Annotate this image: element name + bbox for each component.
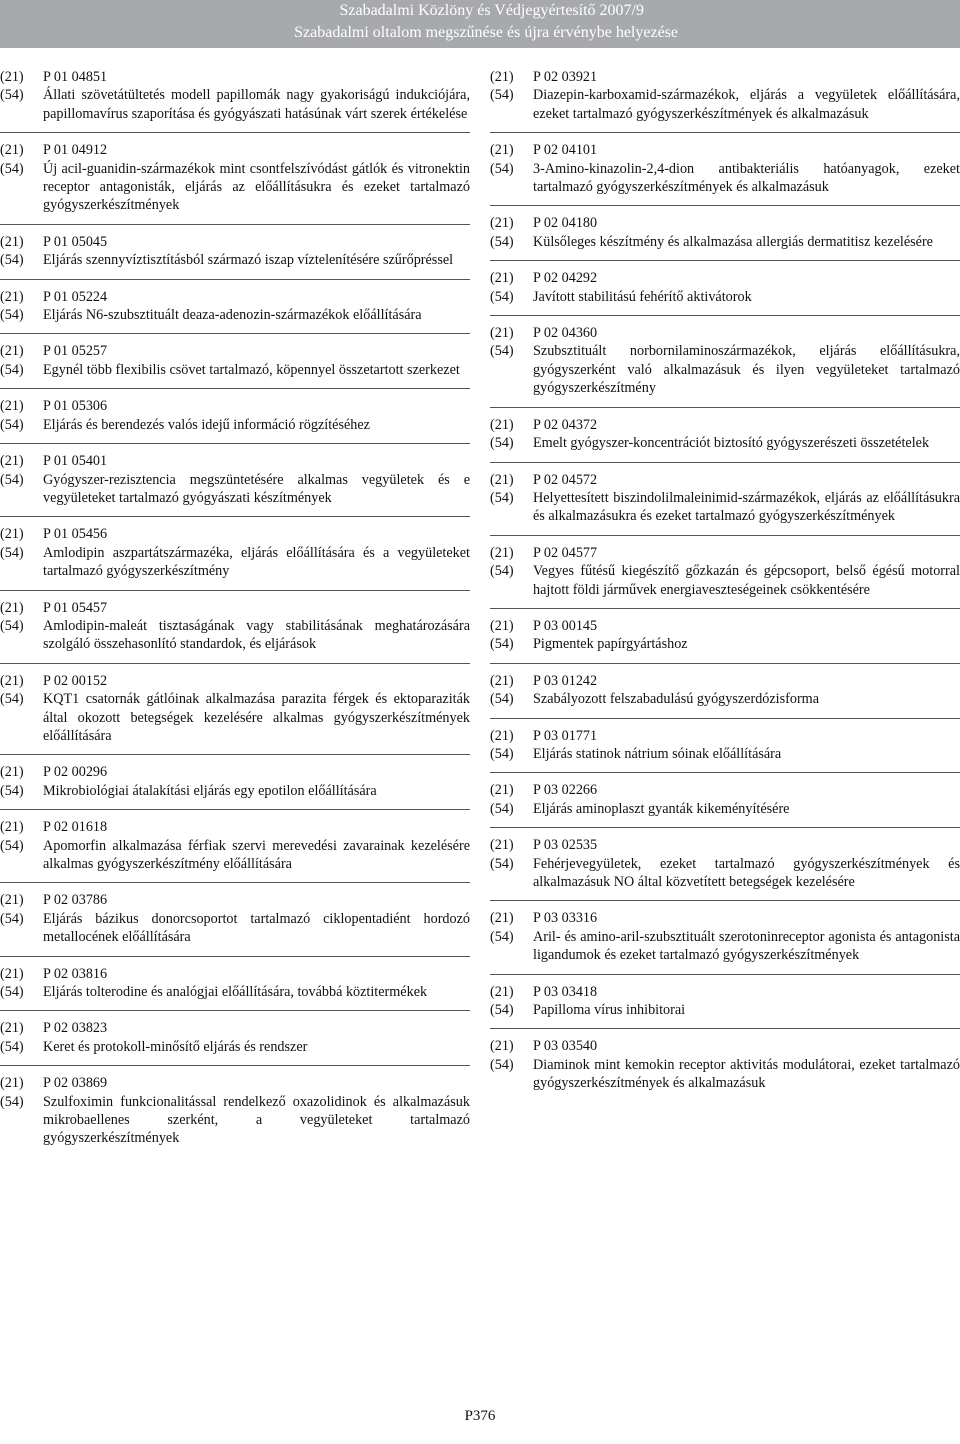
patent-title: Amlodipin aszpartátszármazéka, eljárás előállítására és a vegyületeket tartalmazó gyógyszerkészítmény <box>43 544 470 580</box>
patent-entry <box>490 214 960 251</box>
code-21-label: (21) <box>0 343 24 360</box>
code-21-label: (21) <box>0 288 24 305</box>
application-number: P 02 04577 <box>533 544 598 561</box>
code-54-label: (54) <box>490 1002 514 1019</box>
entry-number-row <box>490 68 960 86</box>
patent-entry <box>0 599 470 654</box>
patent-title: Új acil-guanidin-származékok mint csontfelszívódást gátlók és vitronektin receptor antagonisták, eljárás az előállításukra és ezeket tartalmazó gyógyszerkészítmények <box>43 160 470 214</box>
application-number: P 01 04912 <box>43 142 108 159</box>
entry-title-row <box>0 361 470 379</box>
entry-number-row <box>0 397 470 415</box>
patent-entry <box>490 781 960 818</box>
patent-entry <box>490 909 960 964</box>
entry-title-row <box>490 635 960 653</box>
application-number: P 01 05224 <box>43 288 108 305</box>
patent-entry <box>490 983 960 1020</box>
code-21-label: (21) <box>490 215 514 232</box>
application-number: P 03 03418 <box>533 983 598 1000</box>
patent-title: Mikrobiológiai átalakítási eljárás egy epotilon előállítására <box>43 782 377 799</box>
entry-number-row <box>490 269 960 287</box>
patent-title: Javított stabilitású fehérítő aktivátorok <box>533 288 752 305</box>
application-number: P 03 03540 <box>533 1038 598 1055</box>
entry-title-row <box>490 745 960 763</box>
entry-title-row <box>0 910 470 947</box>
entry-title-row <box>0 251 470 269</box>
entry-title-row <box>0 837 470 874</box>
patent-title: Apomorfin alkalmazása férfiak szervi merevedési zavarainak kezelésére alkalmas gyógyszerkészítmény előállítására <box>43 837 470 872</box>
code-54-label: (54) <box>0 87 24 104</box>
entry-title-row <box>490 928 960 965</box>
code-54-label: (54) <box>0 782 24 799</box>
patent-title: Állati szövetátültetés modell papillomák nagy gyakoriságú indukciójára, papillomavírus szaporítása és gyógyászati hatásúnak várt szerek értékelése <box>43 87 470 122</box>
entry-title-row <box>490 434 960 452</box>
application-number: P 01 05257 <box>43 343 108 360</box>
patent-entry <box>0 342 470 379</box>
code-54-label: (54) <box>490 636 514 653</box>
code-54-label: (54) <box>0 691 24 708</box>
patent-entry <box>0 525 470 580</box>
code-21-label: (21) <box>490 142 514 159</box>
application-number: P 03 01242 <box>533 672 598 689</box>
patent-entry <box>0 1019 470 1056</box>
application-number: P 01 04851 <box>43 69 108 85</box>
code-21-label: (21) <box>490 910 514 927</box>
code-21-label: (21) <box>490 325 514 342</box>
patent-title: Diaminok mint kemokin receptor aktivitás modulátorai, ezeket tartalmazó gyógyszerkészítmények és alkalmazásuk <box>533 1056 960 1092</box>
left-column <box>0 68 470 1148</box>
code-54-label: (54) <box>490 691 514 708</box>
patent-entry <box>0 397 470 434</box>
entry-separator <box>490 132 960 133</box>
code-54-label: (54) <box>490 489 514 506</box>
entry-title-row <box>0 690 470 745</box>
entry-separator <box>490 462 960 463</box>
code-21-label: (21) <box>490 727 514 744</box>
code-21-label: (21) <box>490 782 514 799</box>
code-54-label: (54) <box>490 87 514 104</box>
code-54-label: (54) <box>0 307 24 324</box>
code-54-label: (54) <box>0 984 24 1001</box>
code-54-label: (54) <box>0 1038 24 1055</box>
application-number: P 02 03823 <box>43 1020 108 1037</box>
application-number: P 02 04572 <box>533 471 598 488</box>
code-21-label: (21) <box>490 1038 514 1055</box>
code-54-label: (54) <box>0 471 24 488</box>
page-header <box>0 0 960 48</box>
entry-separator <box>490 608 960 609</box>
patent-title: Külsőleges készítmény és alkalmazása allergiás dermatitisz kezelésére <box>533 233 933 250</box>
patent-title: Gyógyszer-rezisztencia megszüntetésére alkalmas vegyületek és e vegyületeket tartalmazó gyógyászati készítmények <box>43 471 470 506</box>
code-21-label: (21) <box>490 672 514 689</box>
patent-title: Szulfoximin funkcionalitással rendelkező oxazolidinok és alkalmazásuk mikrobaellenes szerként, a vegyületeket tartalmazó gyógyszerkészítmények <box>43 1093 470 1147</box>
entry-separator <box>0 279 470 280</box>
entry-separator <box>490 827 960 828</box>
patent-entry <box>0 1074 470 1148</box>
entry-title-row <box>0 544 470 581</box>
entry-separator <box>490 772 960 773</box>
application-number: P 03 00145 <box>533 617 598 634</box>
application-number: P 02 01618 <box>43 819 108 836</box>
entry-separator <box>490 663 960 664</box>
entry-separator <box>0 516 470 517</box>
entry-title-row <box>0 86 470 123</box>
patent-entry <box>490 727 960 764</box>
code-21-label: (21) <box>0 892 24 909</box>
application-number: P 02 03786 <box>43 892 108 909</box>
entry-number-row <box>0 68 470 86</box>
code-21-label: (21) <box>0 233 24 250</box>
page-number: P376 <box>464 1408 496 1424</box>
patent-title: 3-Amino-kinazolin-2,4-dion antibakteriális hatóanyagok, ezeket tartalmazó gyógyszerkészítmények és alkalmazásuk <box>533 160 960 196</box>
entry-title-row <box>490 489 960 526</box>
entry-separator <box>0 333 470 334</box>
application-number: P 03 02535 <box>533 837 598 854</box>
entry-title-row <box>490 800 960 818</box>
patent-entry <box>0 452 470 507</box>
entry-number-row <box>490 141 960 159</box>
application-number: P 02 04372 <box>533 416 598 433</box>
entry-separator <box>0 590 470 591</box>
entry-number-row <box>0 1019 470 1037</box>
right-column <box>490 68 960 1093</box>
code-21-label: (21) <box>0 764 24 781</box>
patent-title: Amlodipin-maleát tisztaságának vagy stabilitásának meghatározására szolgáló összehasonlító standardok, és eljárások <box>43 617 470 653</box>
entry-separator <box>490 260 960 261</box>
entry-separator <box>0 1065 470 1066</box>
patent-entry <box>0 818 470 873</box>
patent-entry <box>0 763 470 800</box>
patent-entry <box>490 836 960 891</box>
code-54-label: (54) <box>490 855 514 872</box>
patent-entry <box>490 324 960 398</box>
entry-title-row <box>0 617 470 654</box>
patent-entry <box>0 965 470 1002</box>
entry-number-row <box>490 324 960 342</box>
code-54-label: (54) <box>490 435 514 452</box>
entry-title-row <box>490 288 960 306</box>
patent-entry <box>490 672 960 709</box>
entry-separator <box>0 956 470 957</box>
code-54-label: (54) <box>490 800 514 817</box>
code-21-label: (21) <box>0 69 24 85</box>
application-number: P 02 03921 <box>533 69 598 85</box>
entry-separator <box>490 1028 960 1029</box>
entry-number-row <box>490 983 960 1001</box>
patent-title: Eljárás N6-szubsztituált deaza-adenozin-származékok előállítására <box>43 307 422 324</box>
code-54-label: (54) <box>490 745 514 762</box>
entry-title-row <box>490 233 960 251</box>
entry-number-row <box>0 342 470 360</box>
patent-entry <box>490 269 960 306</box>
entry-separator <box>0 388 470 389</box>
code-21-label: (21) <box>490 983 514 1000</box>
entry-number-row <box>0 599 470 617</box>
patent-entry <box>0 891 470 946</box>
entry-separator <box>0 663 470 664</box>
entry-separator <box>0 443 470 444</box>
journal-title: Szabadalmi Közlöny és Védjegyértesítő 2007/9 <box>339 2 644 19</box>
code-21-label: (21) <box>490 416 514 433</box>
application-number: P 01 05045 <box>43 233 108 250</box>
code-54-label: (54) <box>490 563 514 580</box>
patent-title: Szabályozott felszabadulású gyógyszerdózisforma <box>533 691 820 708</box>
code-21-label: (21) <box>490 837 514 854</box>
patent-title: Vegyes fűtésű kiegészítő gőzkazán és gépcsoport, belső égésű motorral hajtott földi járművek energiaveszteségeinek csökkentésére <box>533 563 960 598</box>
patent-title: Diazepin-karboxamid-származékok, eljárás a vegyületek előállítására, ezeket tartalmazó gyógyszerkészítmények és alkalmazásuk <box>533 87 960 122</box>
entry-title-row <box>0 1038 470 1056</box>
entry-title-row <box>0 782 470 800</box>
patent-entry <box>0 233 470 270</box>
application-number: P 03 02266 <box>533 782 598 799</box>
entry-number-row <box>490 672 960 690</box>
application-number: P 03 01771 <box>533 727 598 744</box>
patent-entry <box>0 68 470 123</box>
patent-title: Aril- és amino-aril-szubsztituált szerotoninreceptor agonista és antagonista ligandumok és ezeket tartalmazó gyógyszerkészítmények <box>533 928 960 964</box>
code-54-label: (54) <box>0 1093 24 1110</box>
code-54-label: (54) <box>490 288 514 305</box>
entry-number-row <box>490 909 960 927</box>
patent-title: Eljárás tolterodine és analógjai előállítására, továbbá köztitermékek <box>43 984 428 1001</box>
patent-title: Eljárás bázikus donorcsoportot tartalmazó ciklopentadiént hordozó metallocének előállítására <box>43 910 470 946</box>
code-54-label: (54) <box>0 837 24 854</box>
application-number: P 01 05456 <box>43 526 108 543</box>
code-54-label: (54) <box>0 617 24 634</box>
code-21-label: (21) <box>490 617 514 634</box>
code-21-label: (21) <box>0 453 24 470</box>
entry-number-row <box>490 544 960 562</box>
entry-title-row <box>0 306 470 324</box>
code-54-label: (54) <box>0 544 24 561</box>
patent-title: Papilloma vírus inhibitorai <box>533 1002 686 1019</box>
entry-title-row <box>0 1093 470 1148</box>
entry-title-row <box>0 160 470 215</box>
application-number: P 02 04360 <box>533 325 598 342</box>
entry-separator <box>0 1010 470 1011</box>
entry-number-row <box>0 233 470 251</box>
patent-entry <box>490 141 960 196</box>
entry-number-row <box>0 1074 470 1092</box>
code-21-label: (21) <box>0 1020 24 1037</box>
patent-title: Eljárás és berendezés valós idejű információ rögzítéséhez <box>43 416 370 433</box>
patent-title: Helyettesített biszindolilmaleinimid-származékok, eljárás az előállításukra és alkalmazásukra és ezeket tartalmazó gyógyszerkészítmények <box>533 489 960 525</box>
entry-title-row <box>490 562 960 599</box>
patent-entry <box>490 544 960 599</box>
patent-entry <box>490 416 960 453</box>
code-54-label: (54) <box>490 1056 514 1073</box>
entry-separator <box>490 205 960 206</box>
entry-number-row <box>490 617 960 635</box>
entry-separator <box>0 754 470 755</box>
entry-number-row <box>0 141 470 159</box>
code-54-label: (54) <box>490 343 514 360</box>
entry-number-row <box>490 781 960 799</box>
application-number: P 02 00152 <box>43 672 108 689</box>
entry-number-row <box>490 727 960 745</box>
entry-title-row <box>490 690 960 708</box>
application-number: P 02 00296 <box>43 764 108 781</box>
code-21-label: (21) <box>0 819 24 836</box>
entry-number-row <box>0 288 470 306</box>
entry-title-row <box>490 1001 960 1019</box>
patent-title: Fehérjevegyületek, ezeket tartalmazó gyógyszerkészítmények és alkalmazásuk NO által közvetített betegségek kezelésére <box>533 855 960 890</box>
application-number: P 01 05306 <box>43 398 108 415</box>
entry-number-row <box>490 471 960 489</box>
application-number: P 01 05401 <box>43 453 108 470</box>
patent-entry <box>490 1037 960 1092</box>
code-21-label: (21) <box>490 270 514 287</box>
patent-entry <box>490 471 960 526</box>
entry-number-row <box>0 965 470 983</box>
code-21-label: (21) <box>0 398 24 415</box>
code-54-label: (54) <box>490 233 514 250</box>
application-number: P 03 03316 <box>533 910 598 927</box>
entry-separator <box>0 132 470 133</box>
entry-number-row <box>0 891 470 909</box>
application-number: P 02 03869 <box>43 1075 108 1092</box>
entry-title-row <box>0 983 470 1001</box>
entry-number-row <box>490 1037 960 1055</box>
code-21-label: (21) <box>0 599 24 616</box>
application-number: P 02 03816 <box>43 965 108 982</box>
code-21-label: (21) <box>0 142 24 159</box>
code-54-label: (54) <box>0 252 24 269</box>
patent-title: Eljárás szennyvíztisztításból származó iszap víztelenítésére szűrőpréssel <box>43 252 454 269</box>
entry-title-row <box>490 342 960 397</box>
patent-title: Keret és protokoll-minősítő eljárás és rendszer <box>43 1038 308 1055</box>
entry-title-row <box>490 1056 960 1093</box>
application-number: P 02 04292 <box>533 270 598 287</box>
application-number: P 02 04180 <box>533 215 598 232</box>
entry-separator <box>490 900 960 901</box>
code-21-label: (21) <box>0 965 24 982</box>
patent-title: Eljárás statinok nátrium sóinak előállítására <box>533 745 782 762</box>
entry-title-row <box>0 416 470 434</box>
patent-title: Szubsztituált norbornilaminoszármazékok, eljárás előállításukra, gyógyszerként való alkalmazásuk és ilyen vegyületeket tartalmazó gyógyszerkészítmény <box>533 343 960 397</box>
entry-number-row <box>0 763 470 781</box>
application-number: P 01 05457 <box>43 599 108 616</box>
code-54-label: (54) <box>490 928 514 945</box>
entry-title-row <box>0 471 470 508</box>
code-54-label: (54) <box>0 361 24 378</box>
code-54-label: (54) <box>490 160 514 177</box>
entry-number-row <box>490 836 960 854</box>
entry-separator <box>490 407 960 408</box>
entry-number-row <box>0 452 470 470</box>
patent-title: Pigmentek papírgyártáshoz <box>533 636 688 653</box>
entry-number-row <box>490 214 960 232</box>
entry-separator <box>490 974 960 975</box>
patent-entry <box>490 617 960 654</box>
entry-title-row <box>490 855 960 892</box>
code-21-label: (21) <box>490 471 514 488</box>
patent-entry <box>490 68 960 123</box>
code-21-label: (21) <box>0 672 24 689</box>
code-21-label: (21) <box>0 526 24 543</box>
patent-title: Emelt gyógyszer-koncentrációt biztosító gyógyszerészeti összetételek <box>533 435 930 452</box>
patent-title: Eljárás aminoplaszt gyanták kikeményítésére <box>533 800 790 817</box>
entry-number-row <box>0 672 470 690</box>
patent-entry <box>0 288 470 325</box>
section-title: Szabadalmi oltalom megszűnése és újra érvénybe helyezése <box>294 24 678 41</box>
entry-separator <box>0 882 470 883</box>
entry-separator <box>490 535 960 536</box>
patent-title: KQT1 csatornák gátlóinak alkalmazása parazita férgek és ektoparaziták által okozott betegségek kezelésére alkalmas gyógyszerkészítmények előállítására <box>43 691 470 744</box>
entry-separator <box>0 224 470 225</box>
entry-number-row <box>0 525 470 543</box>
patent-entry <box>0 672 470 746</box>
entry-title-row <box>490 160 960 197</box>
code-21-label: (21) <box>490 544 514 561</box>
entry-title-row <box>490 86 960 123</box>
entry-number-row <box>0 818 470 836</box>
code-54-label: (54) <box>0 416 24 433</box>
code-21-label: (21) <box>490 69 514 85</box>
code-54-label: (54) <box>0 910 24 927</box>
code-54-label: (54) <box>0 160 24 177</box>
patent-title: Egynél több flexibilis csövet tartalmazó, köpennyel összetartott szerkezet <box>43 361 460 378</box>
code-21-label: (21) <box>0 1075 24 1092</box>
entry-separator <box>490 315 960 316</box>
patent-entry <box>0 141 470 215</box>
entry-number-row <box>490 416 960 434</box>
application-number: P 02 04101 <box>533 142 598 159</box>
entry-separator <box>490 718 960 719</box>
entry-separator <box>0 809 470 810</box>
